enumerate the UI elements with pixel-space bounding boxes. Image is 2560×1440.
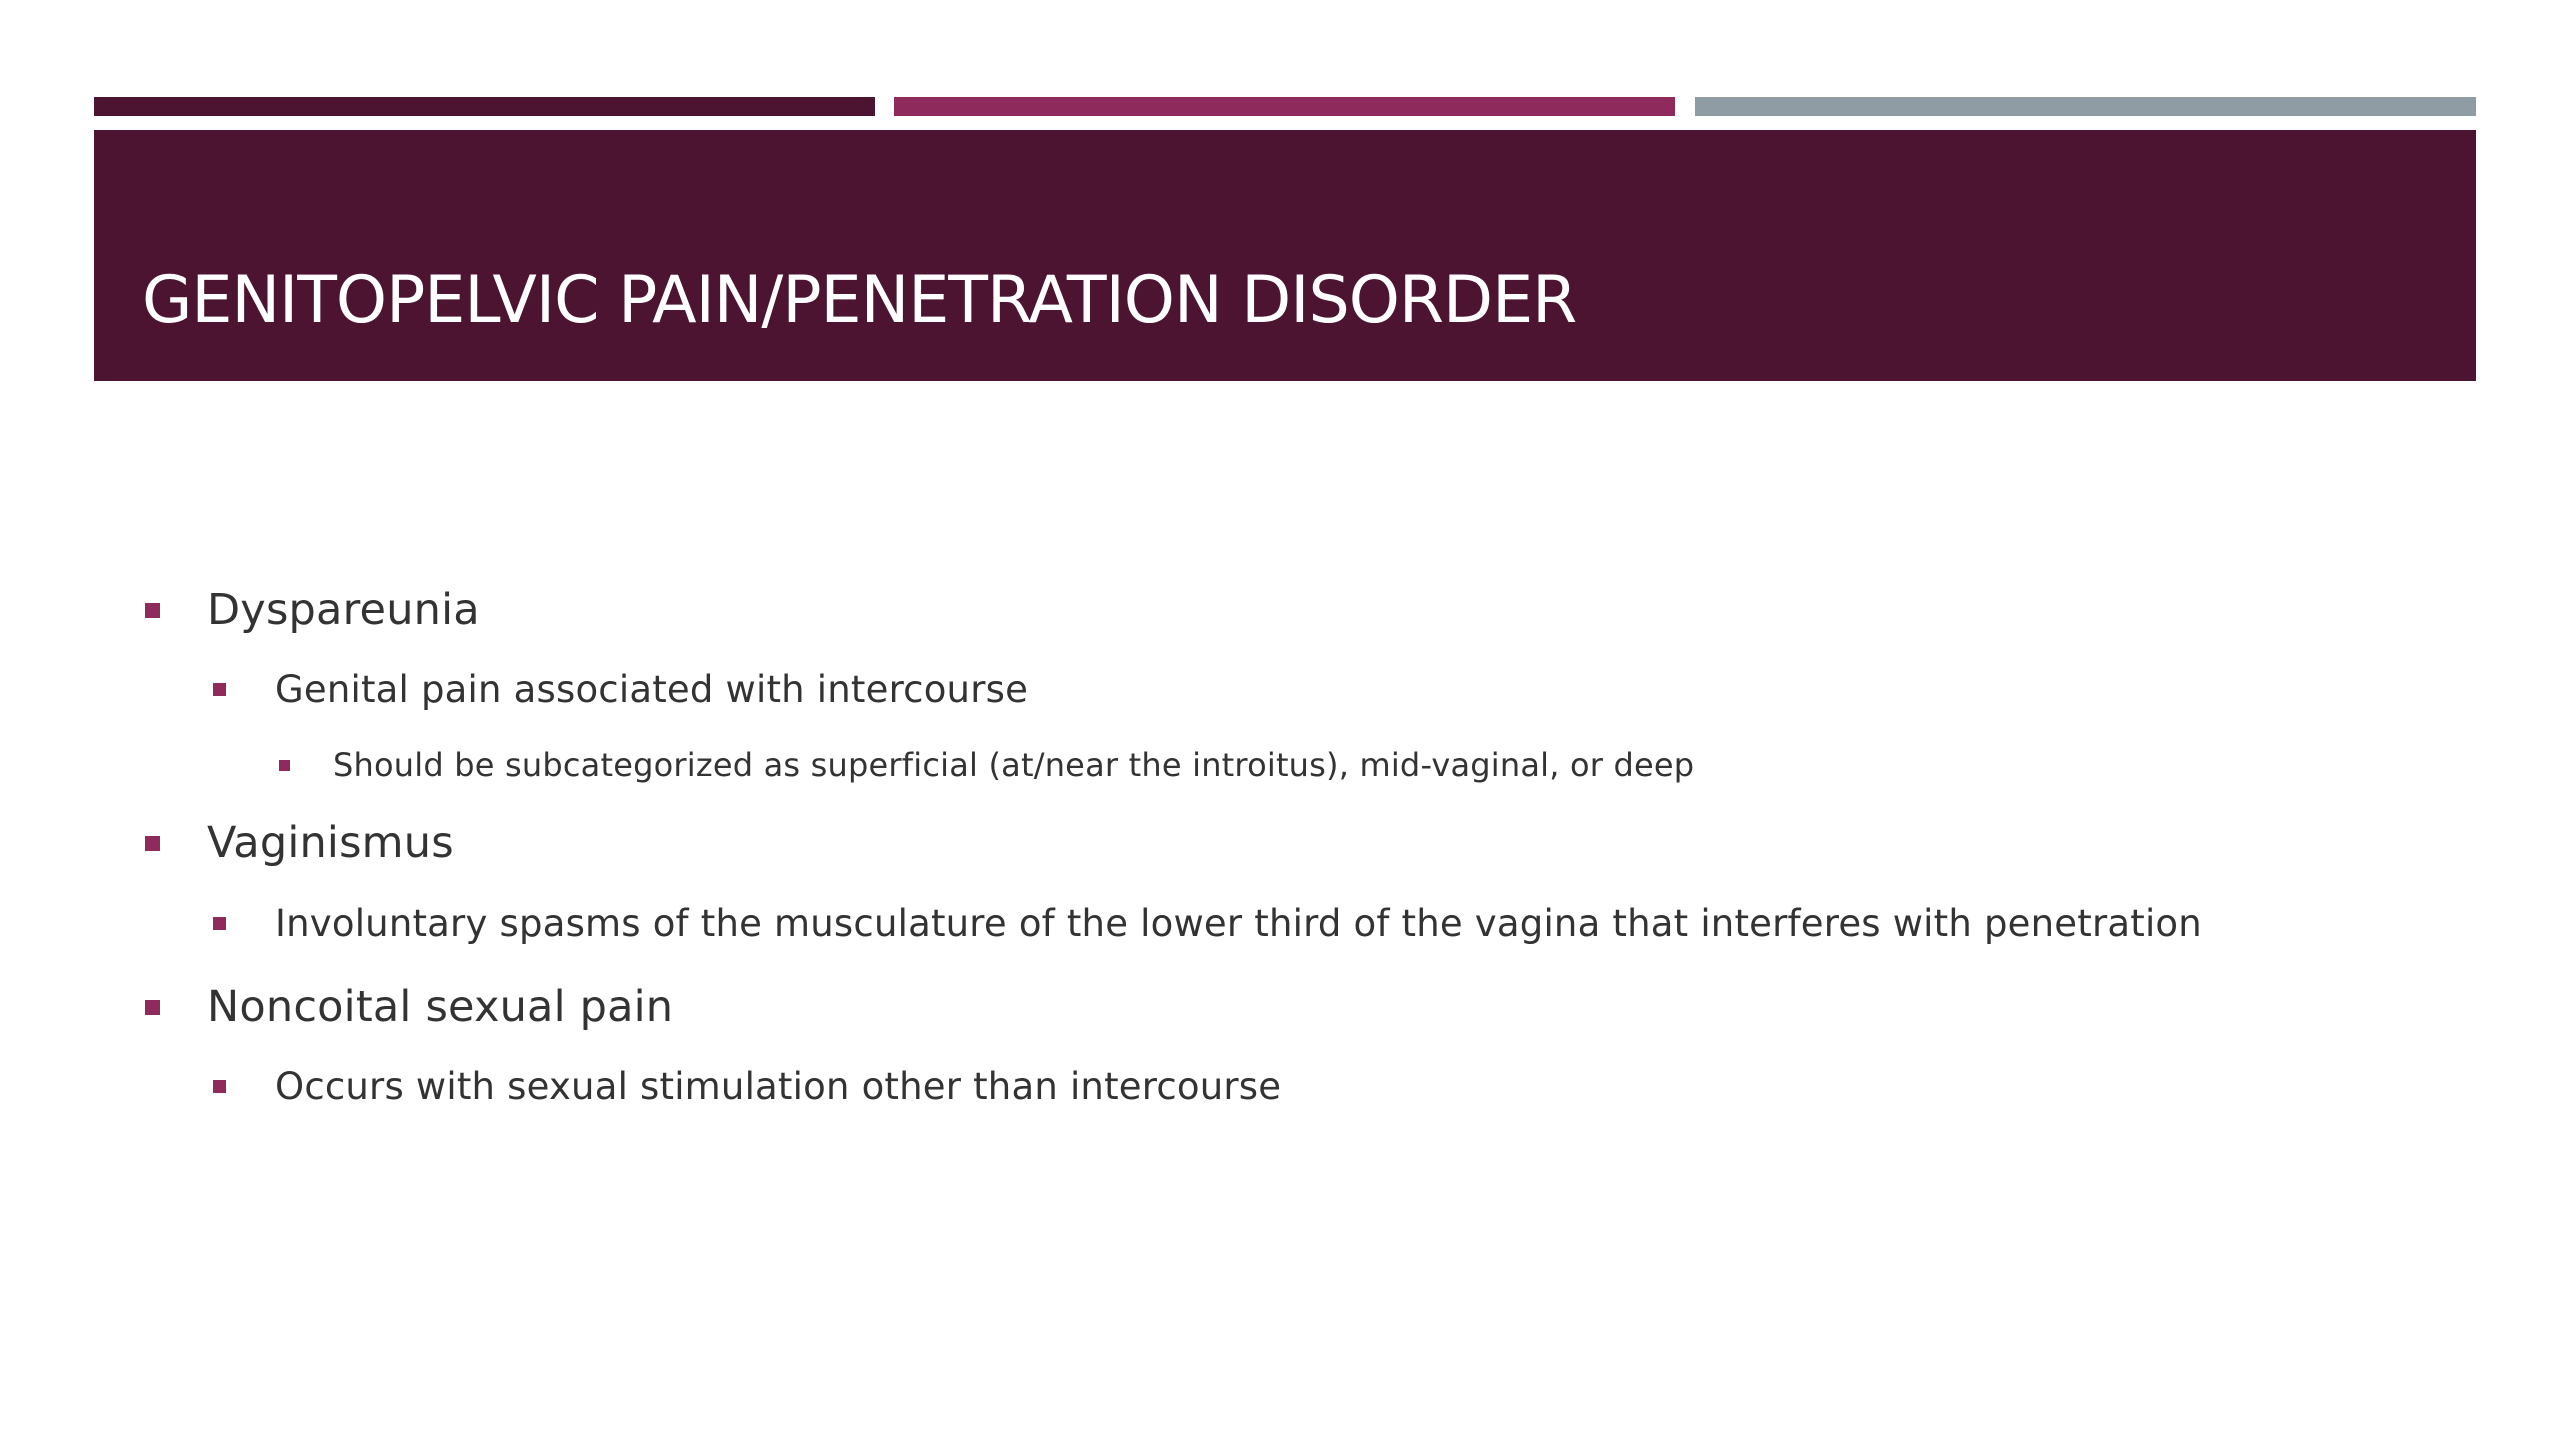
square-bullet-icon [213,917,226,930]
square-bullet-icon [145,603,160,618]
bullet-text: Occurs with sexual stimulation other than intercourse [275,1065,1282,1108]
square-bullet-icon [145,1000,160,1015]
bullet-vaginismus [145,818,454,868]
square-bullet-icon [213,1080,226,1093]
bullet-noncoital-sexual-pain [145,982,673,1032]
square-bullet-icon [279,760,290,771]
sub-bullet-genital-pain [213,668,1028,711]
square-bullet-icon [145,836,160,851]
sub-sub-bullet-subcategorized [279,746,1694,784]
bullet-text: Should be subcategorized as superficial (at/near the introitus), mid-vaginal, or deep [333,746,1695,784]
bullet-text: Genital pain associated with intercourse [275,668,1029,711]
slide-title: GENITOPELVIC PAIN/PENETRATION DISORDER [142,263,1577,338]
bullet-text: Dyspareunia [207,585,480,635]
bullet-text: Noncoital sexual pain [207,982,674,1032]
bullet-text: Involuntary spasms of the musculature of the lower third of the vagina that interferes with penetration [275,902,2202,945]
bullet-dyspareunia [145,585,480,635]
sub-bullet-sexual-stimulation [213,1065,1281,1108]
sub-bullet-involuntary-spasms [213,902,2202,945]
bullet-text: Vaginismus [207,818,454,868]
square-bullet-icon [213,683,226,696]
